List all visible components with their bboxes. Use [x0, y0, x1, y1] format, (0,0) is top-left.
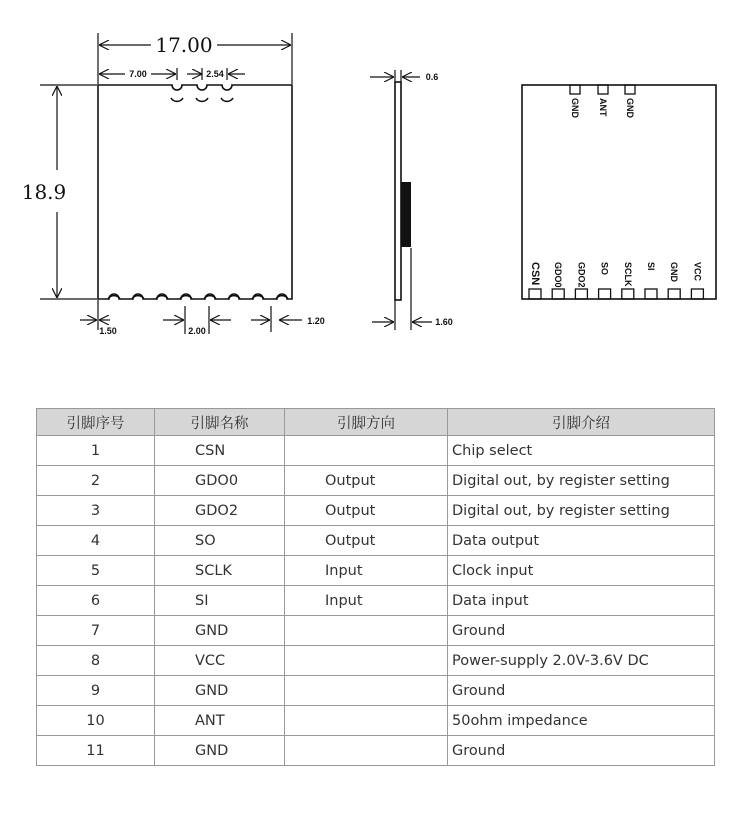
- table-row: [37, 676, 715, 706]
- side-view-pcb: [395, 82, 401, 300]
- top-pin-pad: [598, 85, 608, 94]
- bottom-pin-pad: [552, 289, 564, 299]
- pin-number-cell: 10: [37, 706, 155, 736]
- header-pin-description: 引脚介绍: [448, 409, 715, 436]
- pin-name-cell: ANT: [155, 706, 285, 736]
- pin-name-cell: SCLK: [155, 556, 285, 586]
- pin-direction-cell: [285, 676, 448, 706]
- side-view: [370, 70, 453, 330]
- pin-number-cell: 6: [37, 586, 155, 616]
- header-pin-direction: 引脚方向: [285, 409, 448, 436]
- bottom-pin-pad: [668, 289, 680, 299]
- table-row: [37, 556, 715, 586]
- pin-description-cell: Ground: [448, 616, 715, 646]
- top-pin-label: GND: [625, 98, 635, 118]
- bottom-pin-pad: [529, 289, 541, 299]
- pin-number-cell: 9: [37, 676, 155, 706]
- header-pin-name: 引脚名称: [155, 409, 285, 436]
- pin-direction-cell: Output: [285, 496, 448, 526]
- pin-name-cell: SI: [155, 586, 285, 616]
- pin-description-cell: Power-supply 2.0V-3.6V DC: [448, 646, 715, 676]
- bottom-pin-label: VCC: [692, 262, 703, 282]
- front-view-outline: [98, 85, 292, 299]
- dim-top-offset-label: 7.00: [129, 69, 147, 79]
- pin-name-cell: SO: [155, 526, 285, 556]
- bottom-pin-pad: [622, 289, 634, 299]
- pin-number-cell: 5: [37, 556, 155, 586]
- bottom-pin-pad: [645, 289, 657, 299]
- dim-side-total-label: 1.60: [435, 317, 453, 327]
- bottom-pin-label: GND: [669, 262, 680, 282]
- pin-description-cell: Digital out, by register setting: [448, 466, 715, 496]
- pin-number-cell: 1: [37, 436, 155, 466]
- pin-description-cell: Data input: [448, 586, 715, 616]
- pin-name-cell: GND: [155, 736, 285, 766]
- bottom-pin-label: SI: [646, 262, 656, 271]
- pin-name-cell: GDO2: [155, 496, 285, 526]
- pin-direction-cell: Output: [285, 466, 448, 496]
- bottom-pin-pad: [691, 289, 703, 299]
- pin-direction-cell: [285, 436, 448, 466]
- bottom-pin-label: CSN: [529, 262, 541, 286]
- pin-description-cell: Clock input: [448, 556, 715, 586]
- pin-direction-cell: [285, 616, 448, 646]
- pin-description-cell: 50ohm impedance: [448, 706, 715, 736]
- table-row: [37, 526, 715, 556]
- pin-direction-cell: Output: [285, 526, 448, 556]
- pin-direction-cell: [285, 736, 448, 766]
- table-row: [37, 646, 715, 676]
- pin-number-cell: 8: [37, 646, 155, 676]
- pin-number-cell: 2: [37, 466, 155, 496]
- dim-bottom-offset-label: 1.50: [99, 326, 117, 336]
- dim-top-pitch-label: 2.54: [206, 69, 224, 79]
- dim-width-label: 17.00: [155, 33, 213, 57]
- pin-direction-cell: Input: [285, 556, 448, 586]
- top-pin-pad: [625, 85, 635, 94]
- pin-description-cell: Chip select: [448, 436, 715, 466]
- table-row: [37, 616, 715, 646]
- pin-name-cell: VCC: [155, 646, 285, 676]
- dim-bottom-pitch-label: 2.00: [188, 326, 206, 336]
- bottom-pin-label: GDO0: [553, 262, 564, 288]
- bottom-pin-pad: [575, 289, 587, 299]
- bottom-pin-pad: [599, 289, 611, 299]
- module-dimension-drawing: [0, 0, 750, 380]
- header-pin-number: 引脚序号: [37, 409, 155, 436]
- pin-view: [522, 85, 716, 299]
- table-row: [37, 466, 715, 496]
- pin-direction-cell: Input: [285, 586, 448, 616]
- top-pin-pad: [570, 85, 580, 94]
- pin-name-cell: GND: [155, 676, 285, 706]
- pin-description-cell: Digital out, by register setting: [448, 496, 715, 526]
- side-view-shield: [401, 182, 411, 247]
- pin-direction-cell: [285, 706, 448, 736]
- front-view: [22, 33, 325, 336]
- pin-table: [36, 408, 715, 766]
- top-pin-label: ANT: [598, 98, 608, 117]
- pin-direction-cell: [285, 646, 448, 676]
- bottom-pin-label: GDO2: [576, 262, 587, 288]
- pin-number-cell: 11: [37, 736, 155, 766]
- pin-name-cell: GDO0: [155, 466, 285, 496]
- pin-name-cell: GND: [155, 616, 285, 646]
- table-row: [37, 706, 715, 736]
- pin-number-cell: 7: [37, 616, 155, 646]
- pin-table-header-row: [37, 409, 715, 436]
- top-pin-label: GND: [570, 98, 580, 118]
- bottom-pin-label: SCLK: [622, 262, 633, 287]
- table-row: [37, 496, 715, 526]
- pin-view-outline: [522, 85, 716, 299]
- table-row: [37, 586, 715, 616]
- pin-description-cell: Data output: [448, 526, 715, 556]
- table-row: [37, 736, 715, 766]
- dim-height-label: 18.9: [21, 180, 67, 204]
- pin-number-cell: 3: [37, 496, 155, 526]
- pin-description-cell: Ground: [448, 736, 715, 766]
- pin-number-cell: 4: [37, 526, 155, 556]
- bottom-pin-label: SO: [599, 262, 610, 276]
- pin-name-cell: CSN: [155, 436, 285, 466]
- dim-side-thickness-label: 0.6: [425, 72, 439, 82]
- pin-description-cell: Ground: [448, 676, 715, 706]
- dim-bottom-right-label: 1.20: [307, 316, 325, 326]
- table-row: [37, 436, 715, 466]
